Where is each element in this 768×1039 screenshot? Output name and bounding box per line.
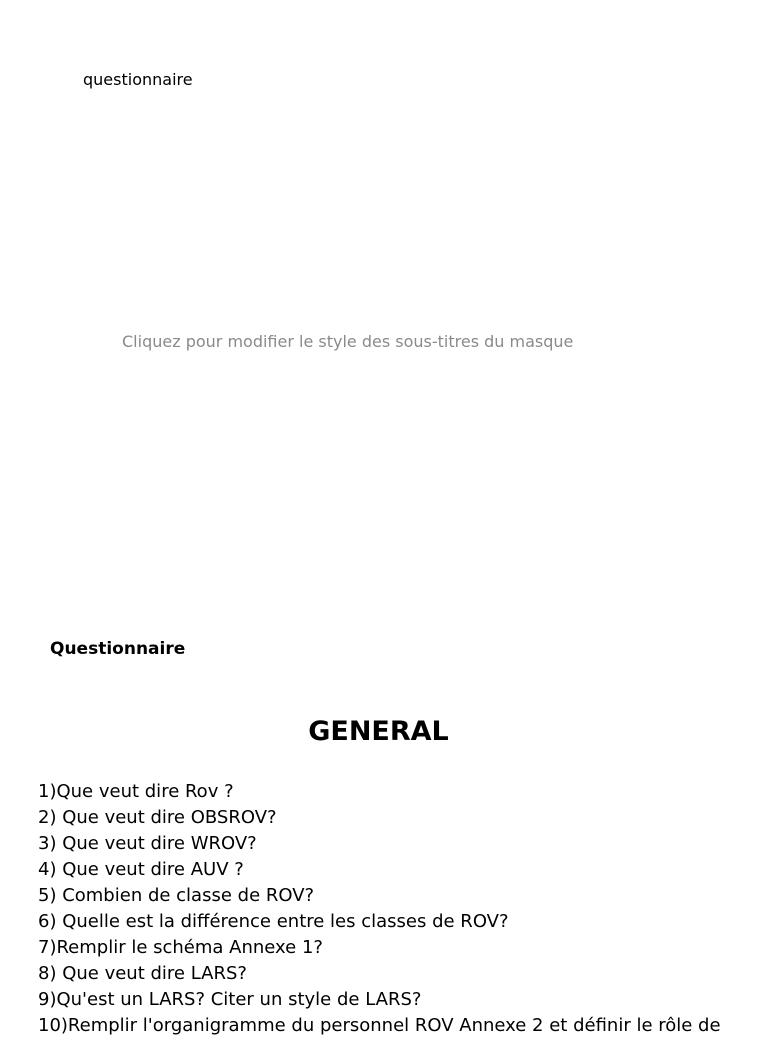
question-item: 4) Que veut dire AUV ? (38, 859, 244, 880)
question-item: 10)Remplir l'organigramme du personnel ROV Annexe 2 et définir le rôle de (38, 1015, 721, 1036)
question-item: 1)Que veut dire Rov ? (38, 781, 234, 802)
question-item: 5) Combien de classe de ROV? (38, 885, 315, 906)
question-item: 7)Remplir le schéma Annexe 1? (38, 937, 323, 958)
question-item: 9)Qu'est un LARS? Citer un style de LARS? (38, 989, 422, 1010)
slide-title: questionnaire (83, 70, 193, 89)
question-item: 8) Que veut dire LARS? (38, 963, 247, 984)
question-item: 3) Que veut dire WROV? (38, 833, 257, 854)
slide-subtitle-placeholder[interactable]: Cliquez pour modifier le style des sous-titres du masque (122, 332, 574, 351)
question-item: 6) Quelle est la différence entre les classes de ROV? (38, 911, 509, 932)
section-title: Questionnaire (50, 639, 186, 659)
question-list (38, 779, 721, 1039)
general-heading: GENERAL (308, 716, 449, 747)
question-item: 2) Que veut dire OBSROV? (38, 807, 277, 828)
